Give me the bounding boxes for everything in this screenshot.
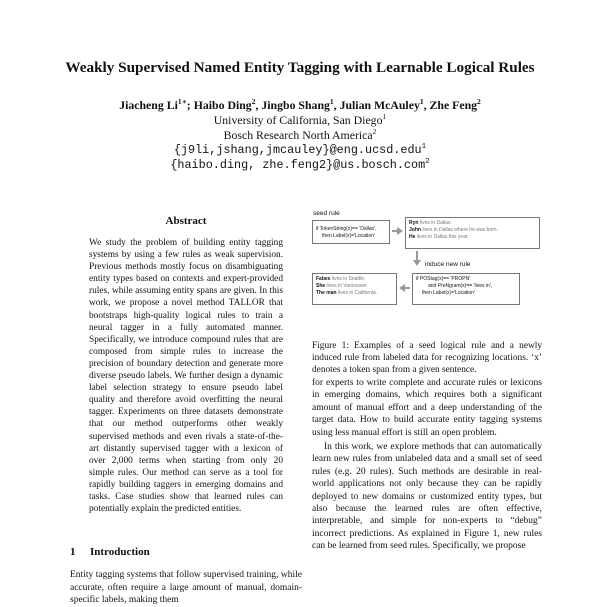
abstract-heading: Abstract [165,215,207,227]
affiliation-1: University of California, San Diego$^1$ [213,112,387,127]
arrow-down-icon [413,260,421,266]
email-1[interactable]: {j9li,jshang,jmcauley}@eng.ucsd.edu$^1$ [173,143,427,157]
figure-1-caption: Figure 1: Examples of a seed logical rule and a newly induced rule from labeled data for recognizing locations. ‘x’ denotes a token span from a given sentence. [312,341,542,376]
author-name: Jingbo Shang [261,98,330,112]
seed-rule-box: if TokenString(x)== 'Dallas', then Label(x)='Location' [312,220,390,244]
new-rule-box: if POStag(x)== 'PROPN' and PreNgram(x)== 'lives in', then Label(x)='Location' [412,273,520,305]
induce-rule-label: induce new rule [425,261,471,268]
affiliation-2: Bosch Research North America$^2$ [223,127,377,142]
author-name: Haibo Ding [193,98,252,112]
paper-title: Weakly Supervised Named Entity Tagging with Learnable Logical Rules [65,59,535,76]
author-name: Julian McAuley [339,98,420,112]
author-affil-mark: 2 [251,97,256,107]
author-block [0,98,600,173]
email-2[interactable]: {haibo.ding, zhe.feng2}@us.bosch.com$^2$ [170,158,430,172]
author-affil-mark: 1 [177,97,182,107]
author-name: Jiacheng Li [119,98,178,112]
author-affil-mark: 1 [329,97,334,107]
method-name: TALLOR [228,298,265,309]
author-name: Zhe Feng [429,98,478,112]
author-affil-mark: 1 [419,97,424,107]
right-column-text [312,377,542,553]
arrow-right-icon [397,227,403,235]
unlabeled-sentences-box: Fabes lives in Seattle. She lives in Vancouver. The man lives in California. [312,273,397,305]
paragraph: In this work, we explore methods that can automatically learn new rules from unlabeled data and a small set of seed rules (e.g. 20 rules). Such methods are desirable in real-world applications not only because they can be rapidly deployed to new domains or customized entity types, but also because the learned rules are often effective, interpretable, and simple for non-experts to “debug” incorrect predictions. As explained in Figure 1, new rules can be learned from seed rules. Specifically, we propose [312,442,542,552]
arrow-stem [404,287,410,289]
seed-rule-label: seed rule [313,210,340,217]
section-heading-introduction: 1 Introduction [70,546,150,558]
seed-matched-sentences-box: Ryn lives in Dallas. John lives in Dallas where he was born. He lives in Dallas this year. [405,217,540,249]
author-list: Jiacheng $Li^{1∗}$; Haibo Ding$^2$, Jingbo Shang$^1$, Julian McAuley$^1$, Zhe Feng$^2$ [119,97,481,112]
figure-1 [312,210,542,332]
introduction-text: Entity tagging systems that follow supervised training, while accurate, often require a large amount of manual, domain-specific labels, making them [70,570,302,605]
author-affil-mark: 2 [477,97,481,107]
author-note-mark: ∗ [181,97,187,107]
paragraph: for experts to write complete and accurate rules or lexicons in emerging domains, which requires both a significant amount of manual effort and a deep understanding of the target data. How to build accurate entity tagging systems using less manual effort is still an open problem. [312,378,542,438]
abstract-text: We study the problem of building entity tagging systems by using a few rules as weak supervision. Previous methods mostly focus on disambiguating entity types based on contexts and expert-provided rules, while assuming entity spans are given. In this work, we propose a novel method TALLOR that bootstraps high-quality logical rules to train a neural tagger in a fully automated manner. Specifically, we introduce compound rules that are composed from simple rules to increase the precision of boundary detection and generate more diverse pseudo labels. We further design a dynamic label selection strategy to ensure pseudo label quality and therefore avoid overfitting the neural tagger. Experiments on three datasets demonstrate that our method outperforms other weakly supervised methods and even rivals a state-of-the-art distantly supervised tagger with a lexicon of over 2,000 terms when starting from only 20 simple rules. Our method can serve as a tool for rapidly building taggers in emerging domains and tasks. Case studies show that learned rules can potentially explain the predicted entities. [89,238,283,515]
